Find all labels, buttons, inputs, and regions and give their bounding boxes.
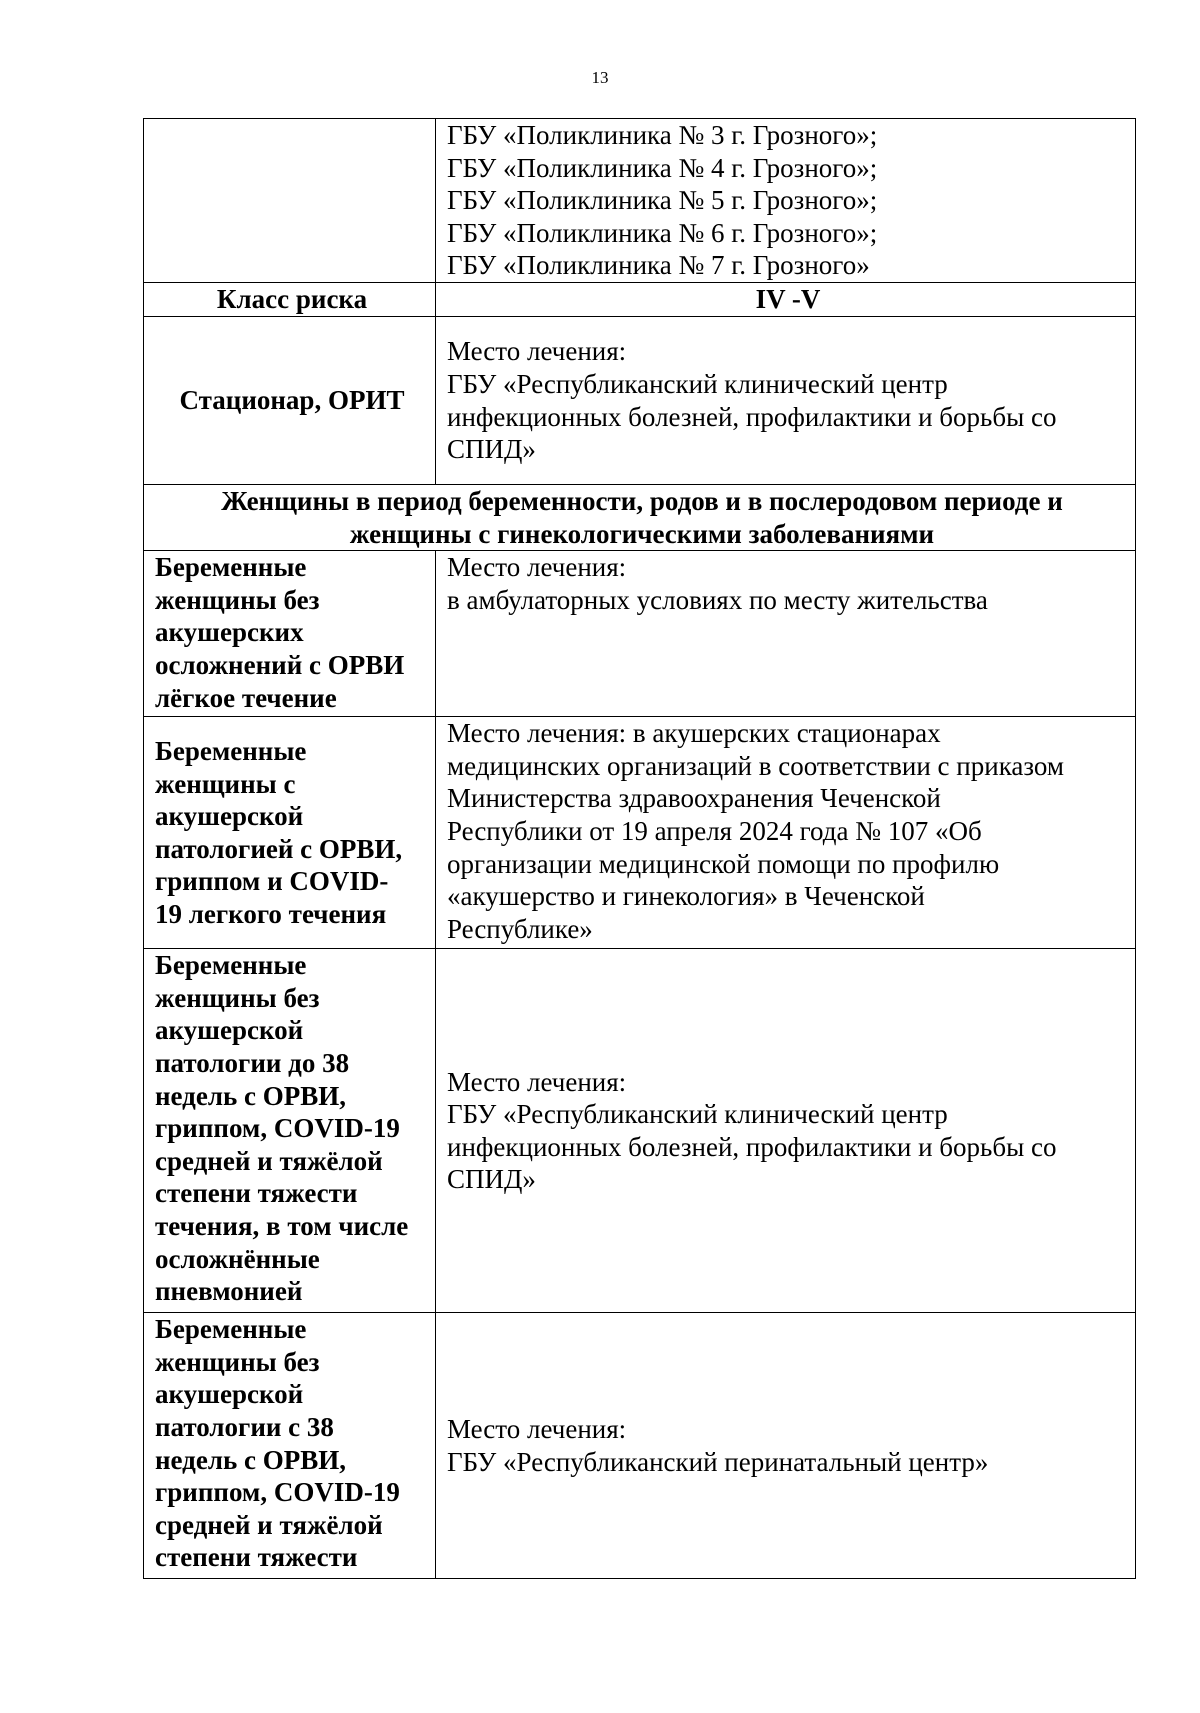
category-line: средней и тяжёлой — [155, 1145, 383, 1176]
category-line: патологией с ОРВИ, — [155, 833, 403, 864]
category-line: степени тяжести — [155, 1542, 358, 1573]
polyclinic-item: ГБУ «Поликлиника № 6 г. Грозного»; — [447, 217, 878, 248]
place-line: инфекционных болезней, профилактики и борьбы со — [447, 1131, 1057, 1162]
place-line: Место лечения: — [447, 336, 627, 367]
page-number: 13 — [591, 68, 609, 87]
place-line: организации медицинской помощи по профилю — [447, 848, 1000, 879]
section-header-line: женщины с гинекологическими заболеваниями — [349, 518, 935, 549]
category-line: женщины без — [155, 1346, 320, 1377]
patient-category-cell — [144, 717, 436, 949]
place-line: Место лечения: — [447, 552, 627, 583]
category-line: Беременные — [155, 950, 307, 981]
place-line: СПИД» — [447, 434, 536, 465]
category-line: патологии до 38 — [155, 1047, 350, 1078]
category-line: пневмонией — [155, 1276, 303, 1307]
patient-category-cell — [144, 1313, 436, 1579]
category-line: течения, в том числе — [155, 1210, 409, 1241]
table-row — [144, 717, 1136, 949]
treatment-table — [143, 118, 1136, 1579]
place-line: Место лечения: — [447, 1066, 627, 1097]
polyclinic-item: ГБУ «Поликлиника № 4 г. Грозного»; — [447, 152, 878, 183]
patient-category-cell — [144, 949, 436, 1313]
place-line: Место лечения: в акушерских стационарах — [447, 718, 941, 749]
category-line: осложнённые — [155, 1243, 320, 1274]
place-line: ГБУ «Республиканский клинический центр — [447, 368, 948, 399]
table-row-section-header — [144, 485, 1136, 551]
category-line: Беременные — [155, 735, 307, 766]
polyclinic-item: ГБУ «Поликлиника № 5 г. Грозного»; — [447, 185, 878, 216]
place-line: Республике» — [447, 913, 593, 944]
section-header-line: Женщины в период беременности, родов и в послеродовом периоде и — [221, 486, 1063, 516]
category-line: женщины с — [155, 768, 296, 799]
treatment-place-cell — [436, 551, 1136, 717]
category-line: женщины без — [155, 584, 320, 615]
category-line: осложнений с ОРВИ — [155, 649, 405, 680]
category-line: женщины без — [155, 982, 320, 1013]
polyclinic-item: ГБУ «Поликлиника № 3 г. Грозного»; — [447, 120, 878, 150]
category-line: недель с ОРВИ, — [155, 1444, 346, 1475]
table-row-continued — [144, 119, 1136, 283]
empty-left-cell — [144, 119, 436, 283]
place-line: ГБУ «Республиканский клинический центр — [447, 1099, 948, 1130]
category-line: гриппом, COVID-19 — [155, 1113, 400, 1144]
category-line: Беременные — [155, 552, 307, 583]
hospital-label: Стационар, ОРИТ — [144, 317, 436, 485]
polyclinic-list-cell — [436, 119, 1136, 283]
treatment-place-cell — [436, 717, 1136, 949]
hospital-place-cell — [436, 317, 1136, 485]
category-line: акушерской — [155, 1015, 304, 1046]
section-header — [144, 485, 1136, 551]
table-row — [144, 949, 1136, 1313]
treatment-place-cell — [436, 949, 1136, 1313]
category-line: недель с ОРВИ, — [155, 1080, 346, 1111]
polyclinic-item: ГБУ «Поликлиника № 7 г. Грозного» — [447, 250, 870, 281]
place-line: инфекционных болезней, профилактики и борьбы со — [447, 401, 1057, 432]
category-line: средней и тяжёлой — [155, 1509, 383, 1540]
category-line: гриппом и COVID- — [155, 866, 389, 897]
place-line: ГБУ «Республиканский перинатальный центр» — [447, 1446, 989, 1477]
category-line: гриппом, COVID-19 — [155, 1477, 400, 1508]
place-line: Место лечения: — [447, 1414, 627, 1445]
category-line: акушерских — [155, 617, 304, 648]
category-line: 19 легкого течения — [155, 898, 387, 929]
table-row — [144, 551, 1136, 717]
place-line: в амбулаторных условиях по месту жительства — [447, 584, 988, 615]
category-line: патологии с 38 — [155, 1411, 334, 1442]
place-line: медицинских организаций в соответствии с приказом — [447, 750, 1064, 781]
category-line: степени тяжести — [155, 1178, 358, 1209]
place-line: Республики от 19 апреля 2024 года № 107 «Об — [447, 815, 982, 846]
table-row-hospital — [144, 317, 1136, 485]
risk-class-value: IV -V — [436, 283, 1136, 317]
place-line: СПИД» — [447, 1164, 536, 1195]
category-line: Беременные — [155, 1314, 307, 1345]
category-line: акушерской — [155, 801, 304, 832]
category-line: акушерской — [155, 1379, 304, 1410]
category-line: лёгкое течение — [155, 682, 337, 713]
treatment-place-cell — [436, 1313, 1136, 1579]
risk-class-label: Класс риска — [144, 283, 436, 317]
table-row — [144, 1313, 1136, 1579]
table-row-risk-class — [144, 283, 1136, 317]
patient-category-cell — [144, 551, 436, 717]
place-line: «акушерство и гинекология» в Чеченской — [447, 881, 925, 912]
place-line: Министерства здравоохранения Чеченской — [447, 783, 941, 814]
